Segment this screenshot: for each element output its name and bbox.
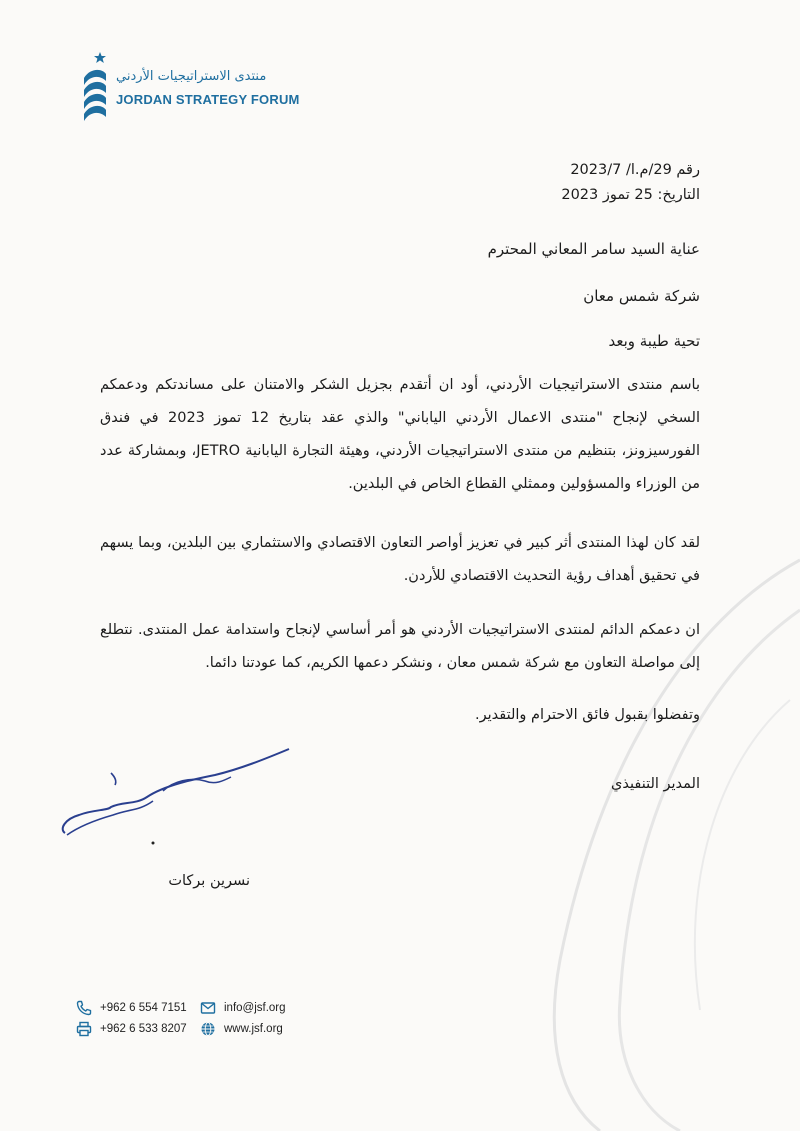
body-paragraph-1: باسم منتدى الاستراتيجيات الأردني، أود ان أتقدم بجزيل الشكر والامتنان على مساندتكم ودعمكم السخي لإنجاح "منتدى الاعمال الأردني الياباني" والذي عقد بتاريخ 12 تموز 2023 في فندق الفورسيزونز، بتنظيم من منتدى الاستراتيجيات الأردني، وهيئة التجارة اليابانية JETRO، وبمشاركة عدد من الوزراء والمسؤولين وممثلي القطاع الخاص في البلدين.	[100, 377, 700, 492]
letter-date: التاريخ: 25 تموز 2023	[561, 187, 700, 203]
jsf-logo	[78, 50, 300, 130]
footer-email	[200, 998, 286, 1018]
email-address[interactable]: info@jsf.org	[224, 1002, 286, 1014]
greeting-line: تحية طيبة وبعد	[608, 332, 700, 350]
signatory-name: نسرين بركات	[168, 873, 250, 889]
fax-icon	[76, 1021, 92, 1037]
addressee-line: عناية السيد سامر المعاني المحترم	[487, 240, 700, 258]
handwritten-signature	[55, 745, 295, 845]
logo-mark-icon	[78, 50, 110, 128]
footer-fax	[76, 1019, 187, 1039]
body-paragraph-2: لقد كان لهذا المنتدى أثر كبير في تعزيز أواصر التعاون الاقتصادي والاستثماري بين البلدين، وبما يسهم في تحقيق أهداف رؤية التحديث الاقتصادي للأردن.	[100, 535, 700, 584]
footer-website	[200, 1019, 283, 1039]
globe-icon	[200, 1021, 216, 1037]
signatory-title: المدير التنفيذي	[611, 776, 700, 792]
logo-arabic-text: منتدى الاستراتيجيات الأردني	[116, 69, 267, 84]
phone-icon	[76, 1000, 92, 1016]
body-paragraph-3: ان دعمكم الدائم لمنتدى الاستراتيجيات الأردني هو أمر أساسي لإنجاح واستدامة عمل المنتدى. نتطلع إلى مواصلة التعاون مع شركة شمس معان ، ونشكر دعمها الكريم، كما عودتنا دائما.	[100, 622, 700, 671]
closing-line: وتفضلوا بقبول فائق الاحترام والتقدير.	[474, 707, 700, 723]
email-icon	[200, 1000, 216, 1016]
company-name: شركة شمس معان	[583, 287, 700, 305]
reference-number: رقم 29/م.ا/ 2023/7	[570, 162, 700, 178]
fax-number: +962 6 533 8207	[100, 1023, 187, 1035]
website-url[interactable]: www.jsf.org	[224, 1023, 283, 1035]
phone-number: +962 6 554 7151	[100, 1002, 187, 1014]
logo-english-text: JORDAN STRATEGY FORUM	[116, 92, 300, 107]
footer-phone	[76, 998, 187, 1018]
